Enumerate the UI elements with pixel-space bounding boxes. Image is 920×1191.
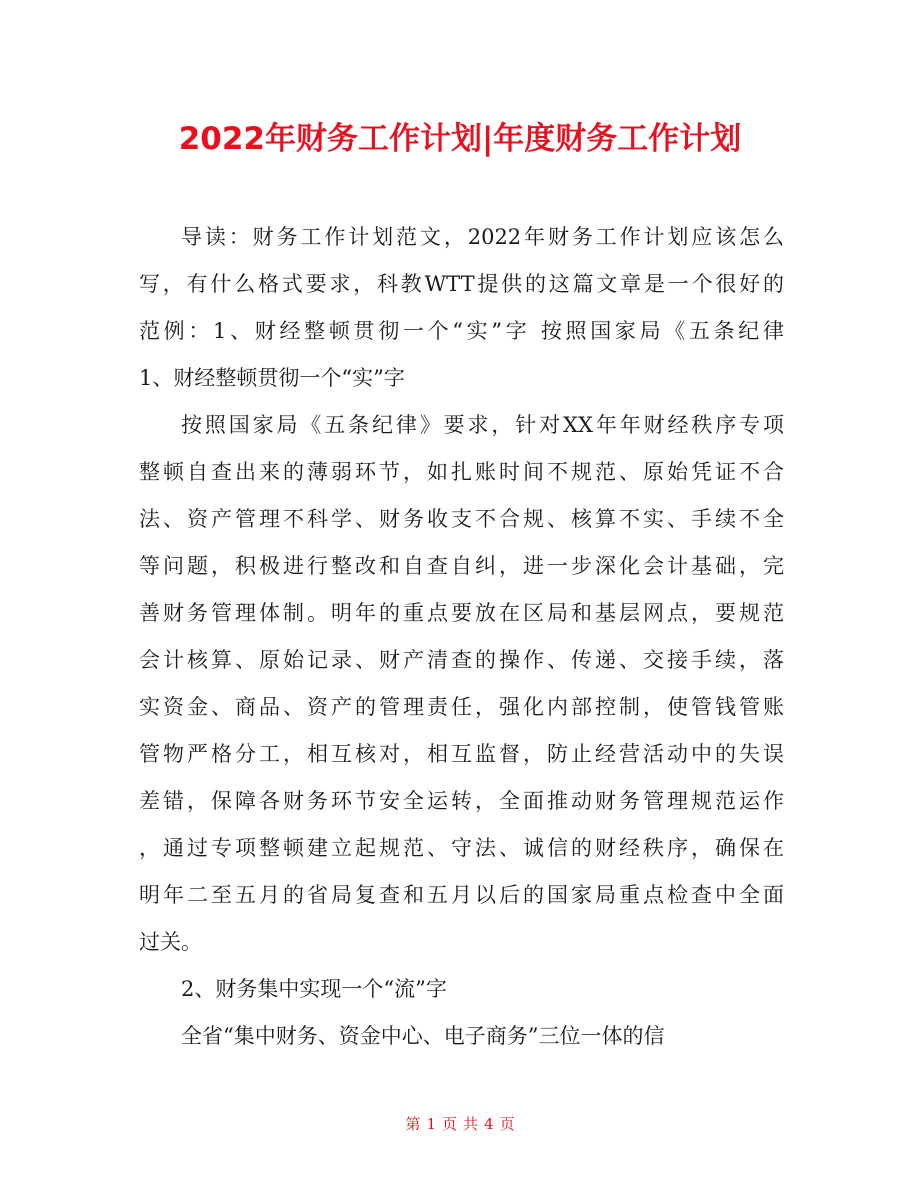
page-footer xyxy=(0,1113,920,1134)
text-line: ，通过专项整顿建立起规范、守法、诚信的财经秩序，确保在 xyxy=(139,836,784,860)
text-line: 管物严格分工，相互核对，相互监督，防止经营活动中的失误 xyxy=(139,742,784,766)
text-line: 整顿自查出来的薄弱环节，如扎账时间不规范、原始凭证不合 xyxy=(139,460,784,484)
text-line: 范例：1、财经整顿贯彻一个“实”字 按照国家局《五条纪律 xyxy=(139,319,784,343)
footer-total-pages: 4 xyxy=(484,1115,494,1133)
footer-total-word: 共 xyxy=(463,1115,479,1133)
footer-page-number: 1 xyxy=(426,1115,436,1133)
text-line: 1、财经整顿贯彻一个“实”字 xyxy=(139,366,405,390)
text-line: 明年二至五月的省局复查和五月以后的国家局重点检查中全面 xyxy=(139,883,784,907)
text-line: 写，有什么格式要求，科教WTT提供的这篇文章是一个很好的 xyxy=(139,272,784,296)
text-line: 全省“集中财务、资金中心、电子商务”三位一体的信 xyxy=(181,1024,665,1048)
footer-suffix: 页 xyxy=(499,1115,515,1133)
text-line: 善财务管理体制。明年的重点要放在区局和基层网点，要规范 xyxy=(139,601,784,625)
footer-prefix: 第 xyxy=(405,1115,421,1133)
text-line: 导读：财务工作计划范文，2022年财务工作计划应该怎么 xyxy=(181,225,784,249)
text-line: 法、资产管理不科学、财务收支不合规、核算不实、手续不全 xyxy=(139,507,784,531)
document-title: 2022年财务工作计划|年度财务工作计划 xyxy=(178,121,742,157)
text-line: 实资金、商品、资产的管理责任，强化内部控制，使管钱管账 xyxy=(139,695,784,719)
text-line: 过关。 xyxy=(139,930,202,954)
text-line: 2、财务集中实现一个“流”字 xyxy=(181,977,447,1001)
text-line: 会计核算、原始记录、财产清查的操作、传递、交接手续，落 xyxy=(139,648,784,672)
text-line: 等问题，积极进行整改和自查自纠，进一步深化会计基础，完 xyxy=(139,554,784,578)
document-body xyxy=(139,214,784,1060)
text-line: 按照国家局《五条纪律》要求，针对XX年年财经秩序专项 xyxy=(181,413,784,437)
text-line: 差错，保障各财务环节安全运转，全面推动财务管理规范运作 xyxy=(139,789,784,813)
footer-page-word: 页 xyxy=(441,1115,457,1133)
